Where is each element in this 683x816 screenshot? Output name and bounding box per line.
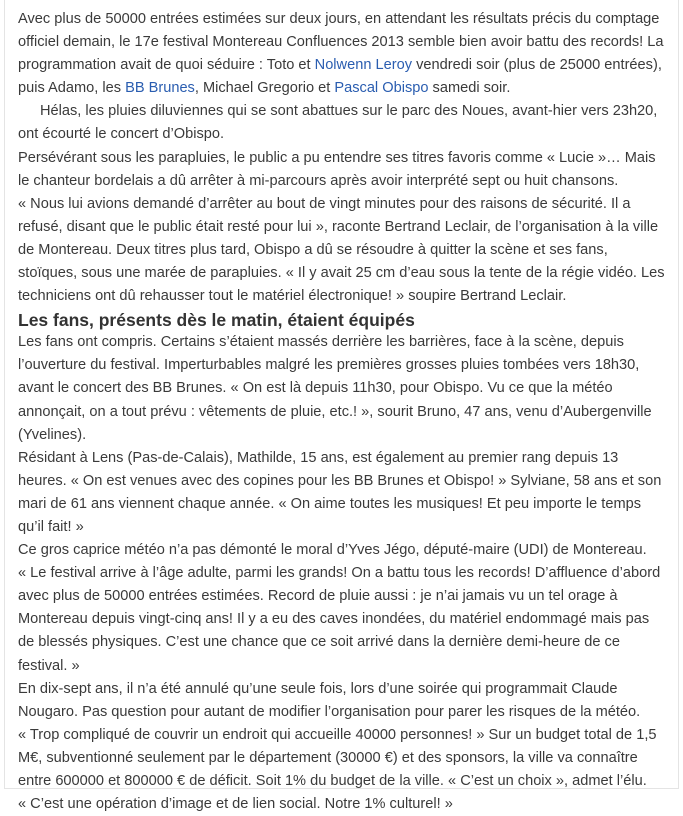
- paragraph-10: « Trop compliqué de couvrir un endroit qui accueille 40000 personnes! » Sur un budget total de 1,5 M€, subventionné seulement par le département (30000 €) et des sponsors, la ville va connaître entre 600000 et 800000 € de déficit. Soit 1% du budget de la ville. « C’est un choix », admet l’élu.: [18, 726, 657, 789]
- intro-text-2: vendredi soir (plus de 25000 entrées), puis Adamo, les: [18, 57, 662, 97]
- paragraph-7: Ce gros caprice météo n’a pas démonté le moral d’Yves Jégo, député-maire (UDI) de Montereau.: [18, 542, 647, 559]
- paragraph-4: « Nous lui avions demandé d’arrêter au bout de vingt minutes pour des raisons de sécurité. Il a refusé, disant que le public était resté pour lui », raconte Bertrand Leclair, de l’organisation à la ville de Montereau. Deux titres plus tard, Obispo a dû se résoudre à quitter la scène et ses fans, stoïques, sous une marée de parapluies. « Il y avait 25 cm d’eau sous la tente de la régie vidéo. Les techniciens ont dû rehausser tout le matériel électronique! » soupire Bertrand Leclair.: [18, 195, 665, 305]
- paragraph-3: Persévérant sous les parapluies, le public a pu entendre ses titres favoris comme « Lucie »… Mais le chanteur bordelais a dû arrêter à mi-parcours après avoir interprété sept ou huit chansons.: [18, 149, 656, 189]
- paragraph-8: « Le festival arrive à l’âge adulte, parmi les grands! On a battu tous les records! D’affluence d’abord avec plus de 50000 entrées estimées. Record de pluie aussi : je n’ai jamais vu un tel orage à Montereau depuis vingt-cinq ans! Il y a eu des caves inondées, du matériel endommagé mais pas de blessés physiques. C’est une chance que ce soit arrivé dans la dernière demi-heure de ce festival. »: [18, 565, 661, 674]
- paragraph-11: « C’est une opération d’image et de lien social. Notre 1% culturel! »: [18, 796, 453, 813]
- intro-text-3: , Michael Gregorio et: [194, 80, 335, 97]
- paragraph-9: En dix-sept ans, il n’a été annulé qu’une seule fois, lors d’une soirée qui programmait Claude Nougaro. Pas question pour autant de modifier l’organisation pour parer les risques de la météo.: [18, 680, 641, 720]
- link-pascal-obispo[interactable]: Pascal Obispo: [334, 80, 429, 97]
- paragraph-5: Les fans ont compris. Certains s’étaient massés derrière les barrières, face à la scène, depuis l’ouverture du festival. Imperturbables malgré les premières grosses pluies tombées vers 18h30, avant le concert des BB Brunes. « On est là depuis 11h30, pour Obispo. Vu ce que la météo annonçait, on a tout prévu : vêtements de pluie, etc.! », sourit Bruno, 47 ans, venu d’Aubergenville (Yvelines).: [18, 334, 652, 443]
- paragraph-2: [18, 100, 668, 146]
- paragraph-2-text: Hélas, les pluies diluviennes qui se sont abattues sur le parc des Noues, avant-hier vers 23h20, ont écourté le concert d’Obispo.: [18, 103, 658, 143]
- intro-text-4: samedi soir.: [428, 80, 511, 97]
- link-nolwenn-leroy[interactable]: Nolwenn Leroy: [314, 57, 413, 74]
- paragraph-intro: [18, 8, 668, 100]
- paragraph-6: Résidant à Lens (Pas-de-Calais), Mathilde, 15 ans, est également au premier rang depuis 13 heures. « On est venues avec des copines pour les BB Brunes et Obispo! » Sylviane, 58 ans et son mari de 61 ans viennent chaque année. « On aime toutes les musiques! Et peu importe le temps qu’il fait! »: [18, 449, 662, 535]
- section-heading: Les fans, présents dès le matin, étaient équipés: [18, 310, 415, 331]
- link-bb-brunes[interactable]: BB Brunes: [125, 80, 195, 97]
- article-body: [18, 8, 668, 816]
- intro-text: Avec plus de 50000 entrées estimées sur deux jours, en attendant les résultats précis du comptage officiel demain, le 17e festival Montereau Confluences 2013 semble bien avoir battu des records! La programmation avait de quoi séduire : Toto et: [18, 11, 664, 74]
